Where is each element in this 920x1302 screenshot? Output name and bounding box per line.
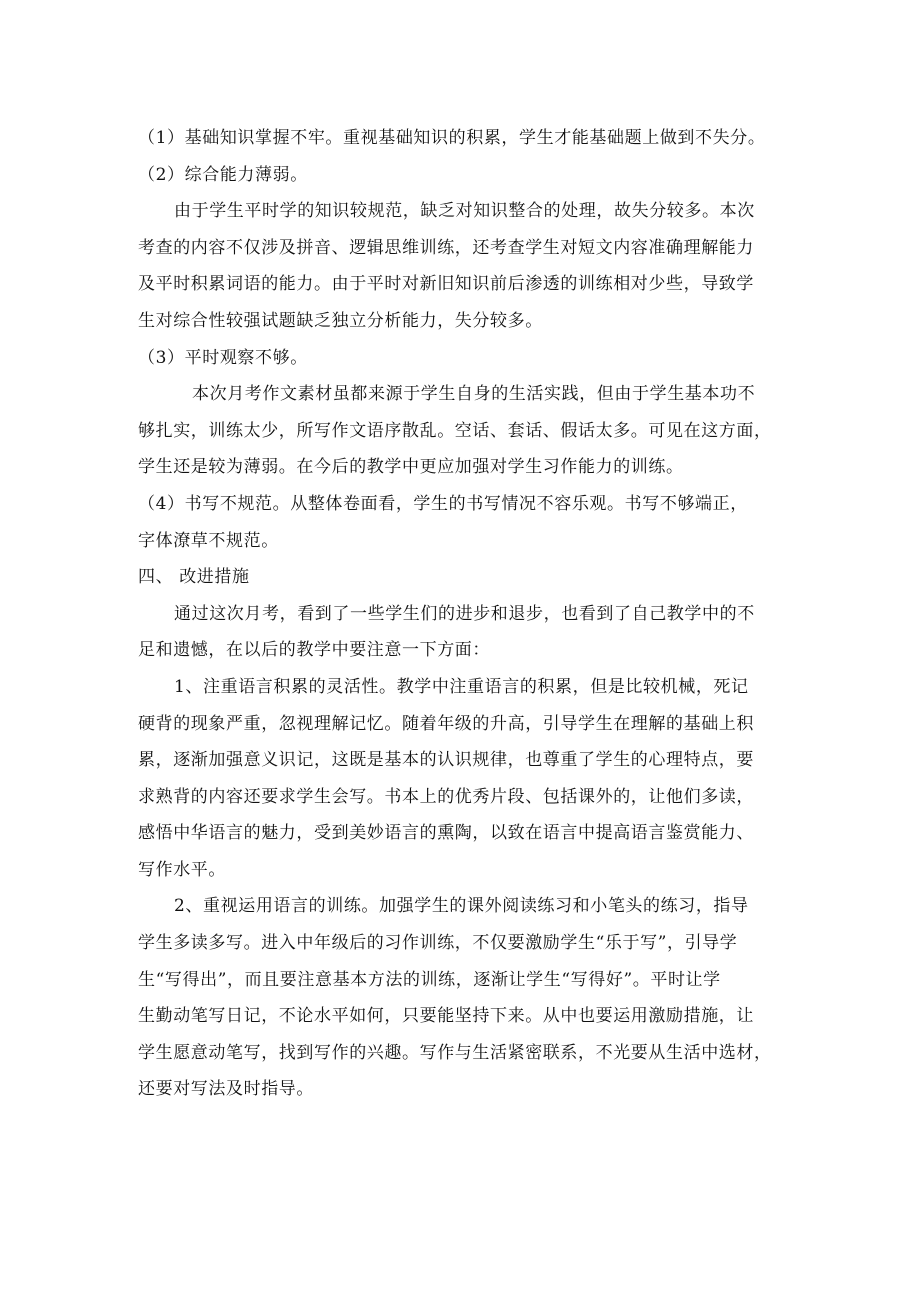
section-heading: 四、 改进措施 (138, 567, 250, 588)
text-line: 硬背的现象严重，忽视理解记忆。随着年级的升高，引导学生在理解的基础上积 (138, 713, 754, 734)
document-page (138, 120, 786, 1108)
text-line: （3）平时观察不够。 (138, 347, 308, 368)
text-line: 生“写得出”，而且要注意基本方法的训练，逐渐让学生“写得好”。平时让学 (138, 969, 721, 990)
text-line: 2、重视运用语言的训练。加强学生的课外阅读练习和小笔头的练习，指导 (174, 896, 749, 917)
text-line: 足和遗憾，在以后的教学中要注意一下方面： (138, 640, 490, 661)
text-line: 字体潦草不规范。 (138, 530, 279, 551)
text-line: 够扎实，训练太少，所写作文语序散乱。空话、套话、假话太多。可见在这方面， (138, 420, 772, 441)
text-line: 还要对写法及时指导。 (138, 1079, 314, 1100)
text-line: 求熟背的内容还要求学生会写。书本上的优秀片段、包括课外的，让他们多读， (138, 786, 754, 807)
text-line: 由于学生平时学的知识较规范，缺乏对知识整合的处理，故失分较多。本次 (174, 201, 755, 222)
text-line: （2）综合能力薄弱。 (138, 164, 308, 185)
text-line: 本次月考作文素材虽都来源于学生自身的生活实践，但由于学生基本功不 (192, 384, 756, 405)
text-line: 学生愿意动笔写，找到写作的兴趣。写作与生活紧密联系，不光要从生活中选材， (138, 1042, 772, 1063)
text-line: 累，逐渐加强意义识记，这既是基本的认识规律，也尊重了学生的心理特点，要 (138, 750, 754, 771)
text-line: 生勤动笔写日记，不论水平如何，只要能坚持下来。从中也要运用激励措施，让 (138, 1006, 754, 1027)
text-line: （4）书写不规范。从整体卷面看，学生的书写情况不容乐观。书写不够端正， (138, 493, 748, 514)
text-line: 考查的内容不仅涉及拼音、逻辑思维训练，还考查学生对短文内容准确理解能力 (138, 237, 754, 258)
text-line: 学生多读多写。进入中年级后的习作训练，不仅要激励学生“乐于写”，引导学 (138, 933, 738, 954)
text-line: 生对综合性较强试题缺乏独立分析能力，失分较多。 (138, 310, 543, 331)
text-line: 学生还是较为薄弱。在今后的教学中更应加强对学生习作能力的训练。 (138, 457, 684, 478)
text-line: 写作水平。 (138, 859, 226, 880)
text-line: 感悟中华语言的魅力，受到美妙语言的熏陶，以致在语言中提高语言鉴赏能力、 (138, 823, 754, 844)
text-line: 1、注重语言积累的灵活性。教学中注重语言的积累，但是比较机械，死记 (174, 676, 749, 697)
text-line: （1）基础知识掌握不牢。重视基础知识的积累，学生才能基础题上做到不失分。 (138, 128, 766, 148)
text-line: 及平时积累词语的能力。由于平时对新旧知识前后渗透的训练相对少些，导致学 (138, 274, 754, 295)
text-line: 通过这次月考，看到了一些学生们的进步和退步，也看到了自己教学中的不 (174, 603, 755, 624)
